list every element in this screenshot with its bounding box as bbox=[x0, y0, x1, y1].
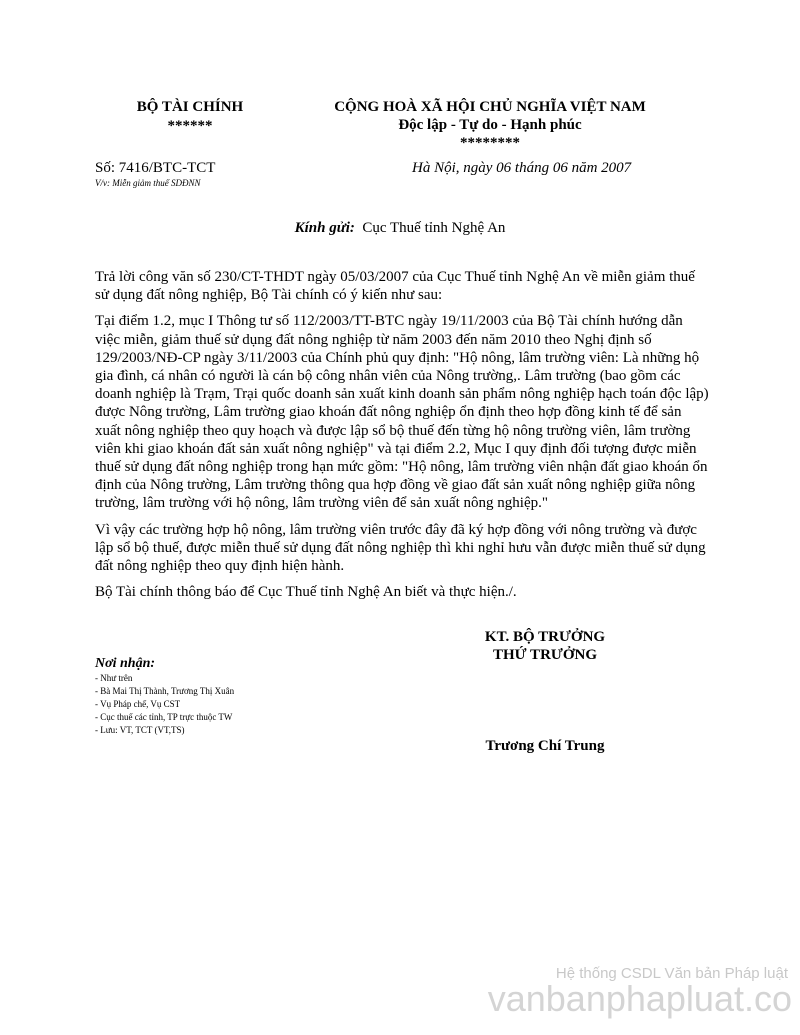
list-item: - Như trên bbox=[95, 673, 133, 683]
list-item: - Lưu: VT, TCT (VT,TS) bbox=[95, 725, 185, 735]
document-body bbox=[95, 268, 710, 609]
document-number: Số: 7416/BTC-TCT bbox=[95, 160, 216, 176]
national-motto: Độc lập - Tự do - Hạnh phúc bbox=[398, 117, 582, 133]
agency-name: BỘ TÀI CHÍNH bbox=[136, 99, 244, 115]
body-paragraph: Vì vậy các trường hợp hộ nông, lâm trường viên trước đây đã ký hợp đồng với nông trường và được lập sổ bộ thuế, được miễn thuế sử dụng đất nông nghiệp thì khi nghỉ hưu vẫn được miễn thuế sử dụng đất nông nghiệp theo quy định hiện hành. bbox=[95, 521, 706, 575]
issuing-agency bbox=[95, 98, 285, 136]
document-subject: V/v: Miễn giảm thuế SDĐNN bbox=[95, 178, 201, 188]
recipients-title: Nơi nhận: bbox=[95, 656, 156, 671]
body-paragraph: Bộ Tài chính thông báo để Cục Thuế tỉnh Nghệ An biết và thực hiện./. bbox=[95, 584, 517, 601]
country-name: CỘNG HOÀ XÃ HỘI CHỦ NGHĨA VIỆT NAM bbox=[334, 99, 646, 115]
body-paragraph: Tại điểm 1.2, mục I Thông tư số 112/2003/TT-BTC ngày 19/11/2003 của Bộ Tài chính hướng dẫn việc miễn, giảm thuế sử dụng đất nông nghiệp từ năm 2003 đến năm 2010 theo Nghị định số 129/2003/NĐ-CP ngày 3/11/2003 của Chính phủ quy định: "Hộ nông, lâm trường viên: Là những hộ gia đình, cá nhân có người là cán bộ công nhân viên của Nông trường,. Lâm trường (bao gồm các doanh nghiệp là Trạm, Trại quốc doanh sản xuất kinh doanh sản phẩm nông nghiệp hạch toán độc lập) được Nông trường, Lâm trường giao khoán đất nông nghiệp ổn định theo hợp đồng kinh tế để sản xuất nông nghiệp theo quy hoạch và được lập sổ bộ thuế đến từng hộ nông trường viên, lâm trường viên khi giao khoán đất sản xuất nông nghiệp" và tại điểm 2.2, Mục I quy định đối tượng được miễn thuế sử dụng đất nông nghiệp trong hạn mức gồm: "Hộ nông, lâm trường viên nhận đất giao khoán ổn định của Nông trường, Lâm trường thông qua hợp đồng về giao đất sản xuất nông nghiệp giữa nông trường, lâm trường với hộ nông, lâm trường viên để sản xuất nông nghiệp." bbox=[95, 313, 709, 512]
national-header bbox=[290, 98, 690, 152]
motto-stars: ******** bbox=[460, 135, 520, 151]
signature-title: KT. BỘ TRƯỞNG bbox=[484, 629, 606, 645]
signature-block bbox=[430, 628, 660, 664]
recipient-line bbox=[0, 220, 800, 237]
agency-stars: ****** bbox=[167, 118, 213, 134]
list-item: - Cục thuế các tỉnh, TP trực thuộc TW bbox=[95, 712, 233, 722]
signature-subtitle: THỨ TRƯỞNG bbox=[492, 647, 598, 663]
signer-name: Trương Chí Trung bbox=[485, 738, 605, 754]
list-item: - Bà Mai Thị Thành, Trương Thị Xuân bbox=[95, 686, 235, 696]
recipients-list bbox=[95, 672, 234, 737]
watermark-site: vanbanphapluat.co bbox=[487, 978, 792, 1019]
list-item: - Vụ Pháp chế, Vụ CST bbox=[95, 699, 181, 709]
body-paragraph: Trả lời công văn số 230/CT-THDT ngày 05/03/2007 của Cục Thuế tỉnh Nghệ An về miễn giảm thuế sử dụng đất nông nghiệp, Bộ Tài chính có ý kiến như sau: bbox=[95, 269, 695, 304]
recipient-name: Cục Thuế tỉnh Nghệ An bbox=[362, 220, 506, 236]
recipient-label: Kính gửi: bbox=[294, 220, 355, 236]
place-date: Hà Nội, ngày 06 tháng 06 năm 2007 bbox=[412, 160, 632, 176]
watermark-caption: Hệ thống CSDL Văn bản Pháp luật bbox=[555, 965, 788, 982]
